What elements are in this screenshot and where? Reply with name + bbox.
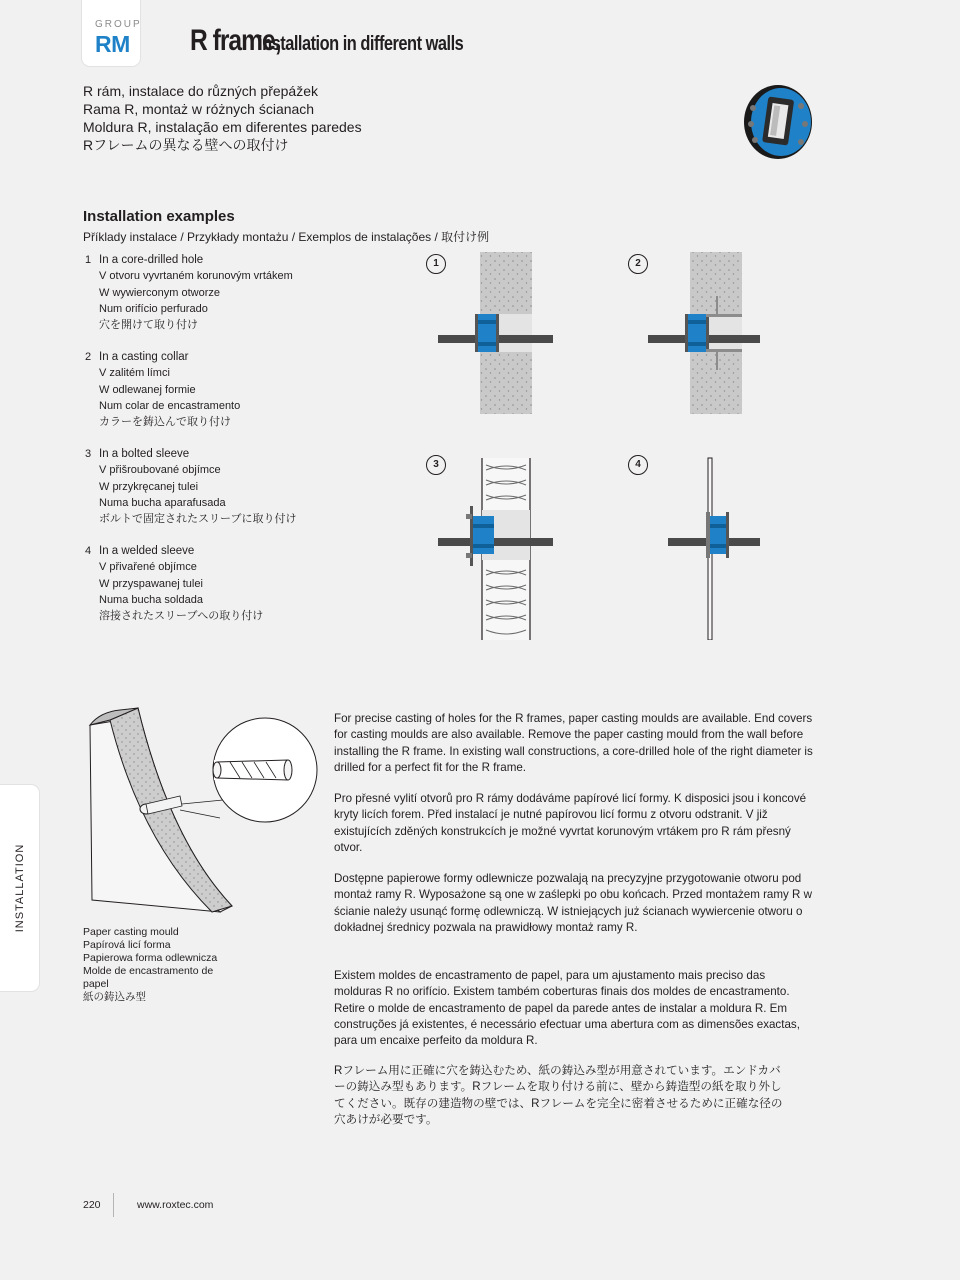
mould-caption bbox=[83, 926, 233, 1004]
title-main: R frame, bbox=[190, 24, 281, 57]
side-tab bbox=[0, 785, 39, 991]
group-code: RM bbox=[95, 31, 130, 57]
group-word: GROUP bbox=[95, 19, 142, 30]
example-line: Num colar de encastramento bbox=[99, 399, 241, 412]
caption-line: 紙の鋳込み型 bbox=[83, 991, 146, 1003]
example-number: 1 bbox=[85, 254, 92, 266]
example-line: 穴を開けて取り付け bbox=[99, 319, 198, 332]
example-line: V přivařené objímce bbox=[99, 561, 197, 574]
diagram-welded-sleeve bbox=[668, 458, 760, 640]
side-tab-label: INSTALLATION bbox=[14, 843, 26, 933]
example-line: In a bolted sleeve bbox=[99, 448, 190, 460]
example-line: In a casting collar bbox=[99, 351, 189, 363]
example-number: 2 bbox=[85, 351, 92, 363]
footer-divider bbox=[113, 1193, 114, 1217]
example-line: Numa bucha soldada bbox=[99, 593, 203, 606]
example-line: W przykręcanej tulei bbox=[99, 480, 199, 493]
figure-label-3: 3 bbox=[426, 455, 446, 475]
caption-line: Papírová licí forma bbox=[83, 939, 171, 951]
example-line: In a welded sleeve bbox=[99, 545, 195, 557]
subtitle-jp: Rフレームの異なる壁への取付け bbox=[83, 137, 289, 153]
example-line: Num orifício perfurado bbox=[99, 302, 208, 315]
example-line: W przyspawanej tulei bbox=[99, 577, 203, 590]
figure-label-1: 1 bbox=[426, 254, 446, 274]
body-paragraph-pl: Dostępne papierowe formy odlewnicze pozwalają na precyzyjne przygotowanie otworu pod montaż ramy R. Wyposażone są one w zaślepki po obu końcach. Przed montażem ramy R w ścianie należy usunąć formę odlewniczą. W istniejących już ścianach wywiercenie otworu o dokładnej średnicy pozwala na prawidłowy montaż ramy R. bbox=[334, 872, 813, 934]
diagram-bolted-sleeve bbox=[438, 458, 553, 640]
example-number: 3 bbox=[85, 448, 92, 460]
example-line: V zalitém límci bbox=[99, 367, 170, 380]
figure-label-4: 4 bbox=[628, 455, 648, 475]
example-line: In a core-drilled hole bbox=[99, 254, 204, 266]
r-frame-product-image bbox=[743, 84, 813, 160]
example-line: Numa bucha aparafusada bbox=[99, 496, 226, 509]
page-title bbox=[190, 24, 509, 58]
body-paragraph-cz: Pro přesné vylití otvorů pro R rámy dodáváme papírové licí formy. K disposici jsou i koncové kryty licích forem. Před instalací je nutné papírovou licí formu z otvoru odstranit. V již existujících zděných konstrukcích je možné vyvrtat korunovým vrtákem pro R rám přesný otvor. bbox=[334, 792, 807, 854]
example-line: ボルトで固定されたスリーブに取り付け bbox=[99, 513, 297, 526]
examples-heading: Installation examples bbox=[83, 208, 235, 225]
example-line: カラーを鋳込んで取り付け bbox=[99, 416, 231, 429]
subtitle-pt: Moldura R, instalação em diferentes paredes bbox=[83, 119, 362, 135]
installation-diagrams bbox=[430, 240, 760, 640]
caption-line: Paper casting mould bbox=[83, 926, 179, 938]
caption-line: Papierowa forma odlewnicza bbox=[83, 952, 218, 964]
caption-line: Molde de encastramento de papel bbox=[83, 965, 214, 990]
body-paragraph-jp: Rフレーム用に正確に穴を鋳込むため、紙の鋳込み型が用意されています。エンドカバーの鋳込み型もあります。Rフレームを取り付ける前に、壁から鋳造型の紙を取り外してください。既存の建造物の壁では、Rフレームを完全に密着させるために正確な径の穴あけが必要です。 bbox=[334, 1064, 783, 1126]
example-line: W wywierconym otworze bbox=[99, 286, 221, 299]
example-line: V přišroubované objímce bbox=[99, 464, 221, 477]
body-paragraph-pt: Existem moldes de encastramento de papel, para um ajustamento mais preciso das molduras R no orifício. Existem também coberturas finais dos moldes de encastramento. Retire o molde de encastramento de papel da parede antes de instalar a moldura R. Em construções já existentes, é necessário efectuar uma abertura com as dimensões exactas, para um encaixe perfeito da moldura R. bbox=[334, 969, 800, 1048]
diagram-core-drilled-hole bbox=[438, 252, 553, 414]
paper-casting-mould-illustration bbox=[80, 700, 330, 915]
title-rest: installation in different walls bbox=[258, 33, 464, 55]
page-number: 220 bbox=[83, 1199, 101, 1211]
body-paragraph-en: For precise casting of holes for the R frames, paper casting moulds are available. End covers for casting moulds are also available. Remove the paper casting mould from the wall before installing the R frame. In existing wall constructions, a core-drilled hole of the right diameter is drilled for a perfect fit for the R frame. bbox=[334, 712, 813, 774]
group-tab bbox=[82, 0, 140, 66]
figure-label-2: 2 bbox=[628, 254, 648, 274]
example-line: V otvoru vyvrtaném korunovým vrtákem bbox=[99, 270, 293, 283]
example-line: 溶接されたスリーブへの取り付け bbox=[99, 610, 264, 623]
website-link[interactable]: www.roxtec.com bbox=[137, 1199, 214, 1211]
subtitle-pl: Rama R, montaż w różnych ścianach bbox=[83, 101, 315, 117]
examples-subheading: Příklady instalace / Przykłady montażu / Exemplos de instalações / 取付け例 bbox=[83, 230, 490, 244]
diagram-casting-collar bbox=[648, 252, 760, 414]
example-line: W odlewanej formie bbox=[99, 383, 196, 396]
subtitles bbox=[83, 82, 362, 154]
subtitle-cz: R rám, instalace do různých přepážek bbox=[83, 83, 318, 99]
example-number: 4 bbox=[85, 545, 92, 557]
